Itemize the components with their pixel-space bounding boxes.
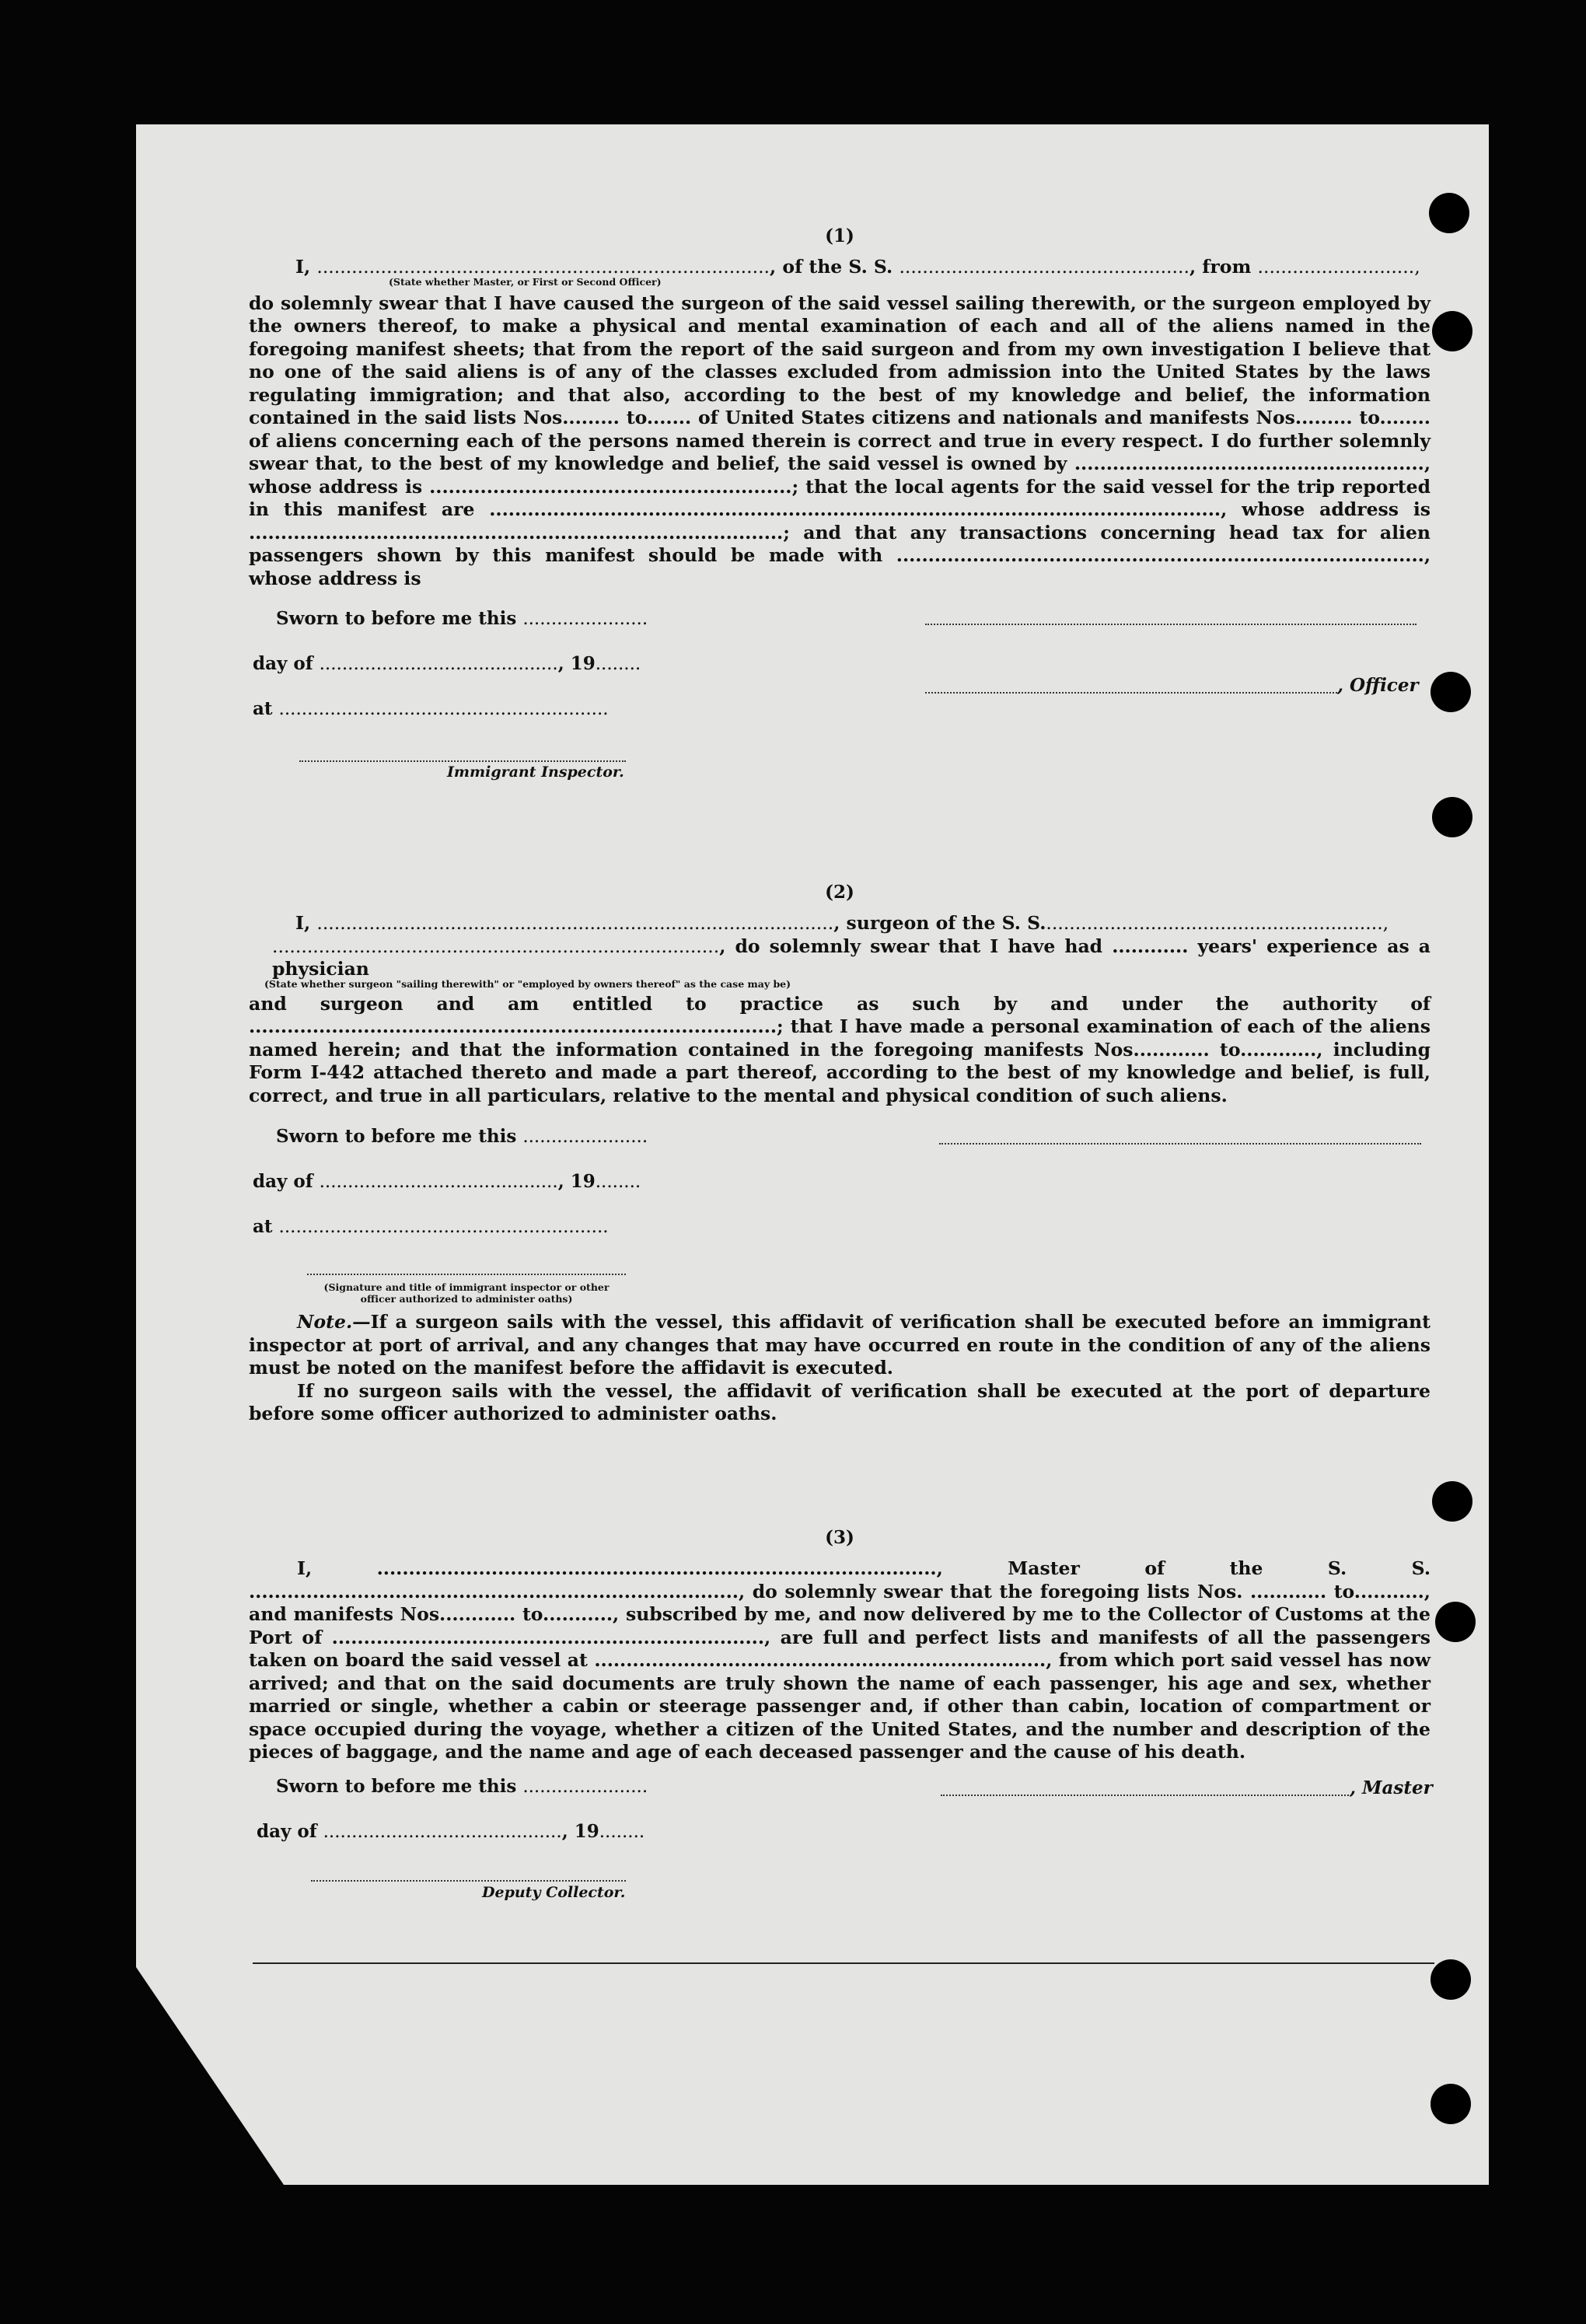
surgeon-signature-line [939, 1143, 1421, 1145]
punch-hole [1435, 1602, 1476, 1642]
punch-hole [1432, 311, 1472, 351]
day-line: day of .........................................., 19........ [257, 1821, 645, 1842]
punch-hole [1431, 672, 1471, 712]
note-block [249, 1311, 1431, 1426]
at-line: at .......................................................... [253, 698, 609, 719]
deputy-signature-line [311, 1880, 626, 1882]
surgeon-experience-line: ............................................................................., do solemnly swear that I have had ............ years' experience as a physician [272, 935, 1431, 980]
sworn-line: Sworn to before me this ...................... [276, 608, 648, 629]
punch-hole [1431, 1959, 1471, 2000]
master-label: , Master [1350, 1777, 1433, 1798]
signature-note: (Signature and title of immigrant inspector or other officer authorized to administer oaths) [323, 1281, 610, 1305]
affidavit-master [249, 225, 1431, 590]
affidavit-master-final [249, 1527, 1431, 1764]
officer-signature-line-1 [925, 624, 1417, 625]
sworn-line: Sworn to before me this ...................... [276, 1776, 648, 1797]
torn-corner [136, 1967, 284, 2185]
section-number: (3) [825, 1527, 854, 1548]
day-line: day of .........................................., 19........ [253, 1171, 641, 1192]
punch-hole [1432, 1481, 1472, 1522]
officer-label: , Officer [1337, 675, 1419, 696]
master-final-oath-text: I, ........................................................................................, Master of the S. S. ............................................................................., do solemnly swear that the foregoing lists Nos. ............ to..........., and manifests Nos............ to..........., subscribed by me, and now delivered by me to the Collector of Customs at the Port of ...................................................................., are full and perfect lists and manifests of all the passengers taken on board the said vessel at ......................................................................., from which port said vessel has now arrived; and that on the said documents are truly shown the name of each passenger, his age and sex, whether married or single, whether a cabin or steerage passenger and, if other than cabin, location of compartment or space occupied during the voyage, whether a citizen of the United States, and the number and description of the pieces of baggage, and the name and age of each deceased passenger and the cause of his death. [249, 1557, 1431, 1763]
section-number: (1) [825, 225, 854, 246]
day-line: day of .........................................., 19........ [253, 653, 641, 674]
surgeon-name-line: I, ........................................................................................., surgeon of the S. S..........................................................., [295, 912, 1389, 934]
surgeon-status-note: (State whether surgeon "sailing therewith" or "employed by owners thereof" as the case may be) [264, 977, 791, 990]
note-paragraph-2: If no surgeon sails with the vessel, the affidavit of verification shall be executed at the port of departure before some officer authorized to administer oaths. [249, 1379, 1431, 1424]
surgeon-oath-text: and surgeon and am entitled to practice as such by and under the authority of ...................................................................................; that I have made a personal examination of each of the aliens named herein; and that the information contained in the foregoing manifests Nos............ to............, including Form I-442 attached thereto and made a part thereof, according to the best of my knowledge and belief, is full, correct, and true in all particulars, relative to the mental and physical condition of such aliens. [249, 992, 1431, 1106]
punch-hole [1431, 2084, 1471, 2124]
punch-hole [1429, 193, 1469, 233]
bottom-rule [253, 1962, 1434, 1964]
deputy-title: Deputy Collector. [482, 1884, 626, 1901]
note-paragraph: Note.—If a surgeon sails with the vessel, this affidavit of verification shall be executed before an immigrant inspector at port of arrival, and any changes that may have occurred en route in the condition of any of the aliens must be noted on the manifest before the affidavit is executed. [249, 1311, 1431, 1379]
at-line: at .......................................................... [253, 1216, 609, 1237]
inspector-signature-line [307, 1274, 626, 1275]
inspector-signature-line [299, 760, 626, 762]
officer-signature-line-2 [925, 692, 1337, 694]
master-oath-text: do solemnly swear that I have caused the surgeon of the said vessel sailing therewith, or the surgeon employed by the owners thereof, to make a physical and mental examination of each and all of the aliens named in the foregoing manifest sheets; that from the report of the said surgeon and from my own investigation I believe that no one of the said aliens is of any of the classes excluded from admission into the United States by the laws regulating immigration; and that also, according to the best of my knowledge and belief, the information contained in the said lists Nos......... to....... of United States citizens and nationals and manifests Nos......... to........ of aliens concerning each of the persons named therein is correct and true in every respect. I do further solemnly swear that, to the best of my knowledge and belief, the said vessel is owned by ......................................................., whose address is .........................................................; that the local agents for the said vessel for the trip reported in this manifest are ..................................................................................................................., whose address is ....................................................................................; and that any transactions concerning head tax for alien passengers shown by this manifest should be made with ..................................................................................., whose address is [249, 292, 1431, 589]
punch-hole [1432, 797, 1472, 837]
affidavit-surgeon [249, 882, 1431, 1107]
sworn-line: Sworn to before me this ...................... [276, 1126, 648, 1147]
master-name-line: I, .............................................................................., of the S. S. .................................................., from ..........................., [295, 256, 1420, 278]
master-rank-note: (State whether Master, or First or Second Officer) [389, 275, 662, 288]
section-number: (2) [825, 882, 854, 903]
master-signature-line [941, 1795, 1349, 1796]
inspector-title: Immigrant Inspector. [447, 764, 624, 781]
